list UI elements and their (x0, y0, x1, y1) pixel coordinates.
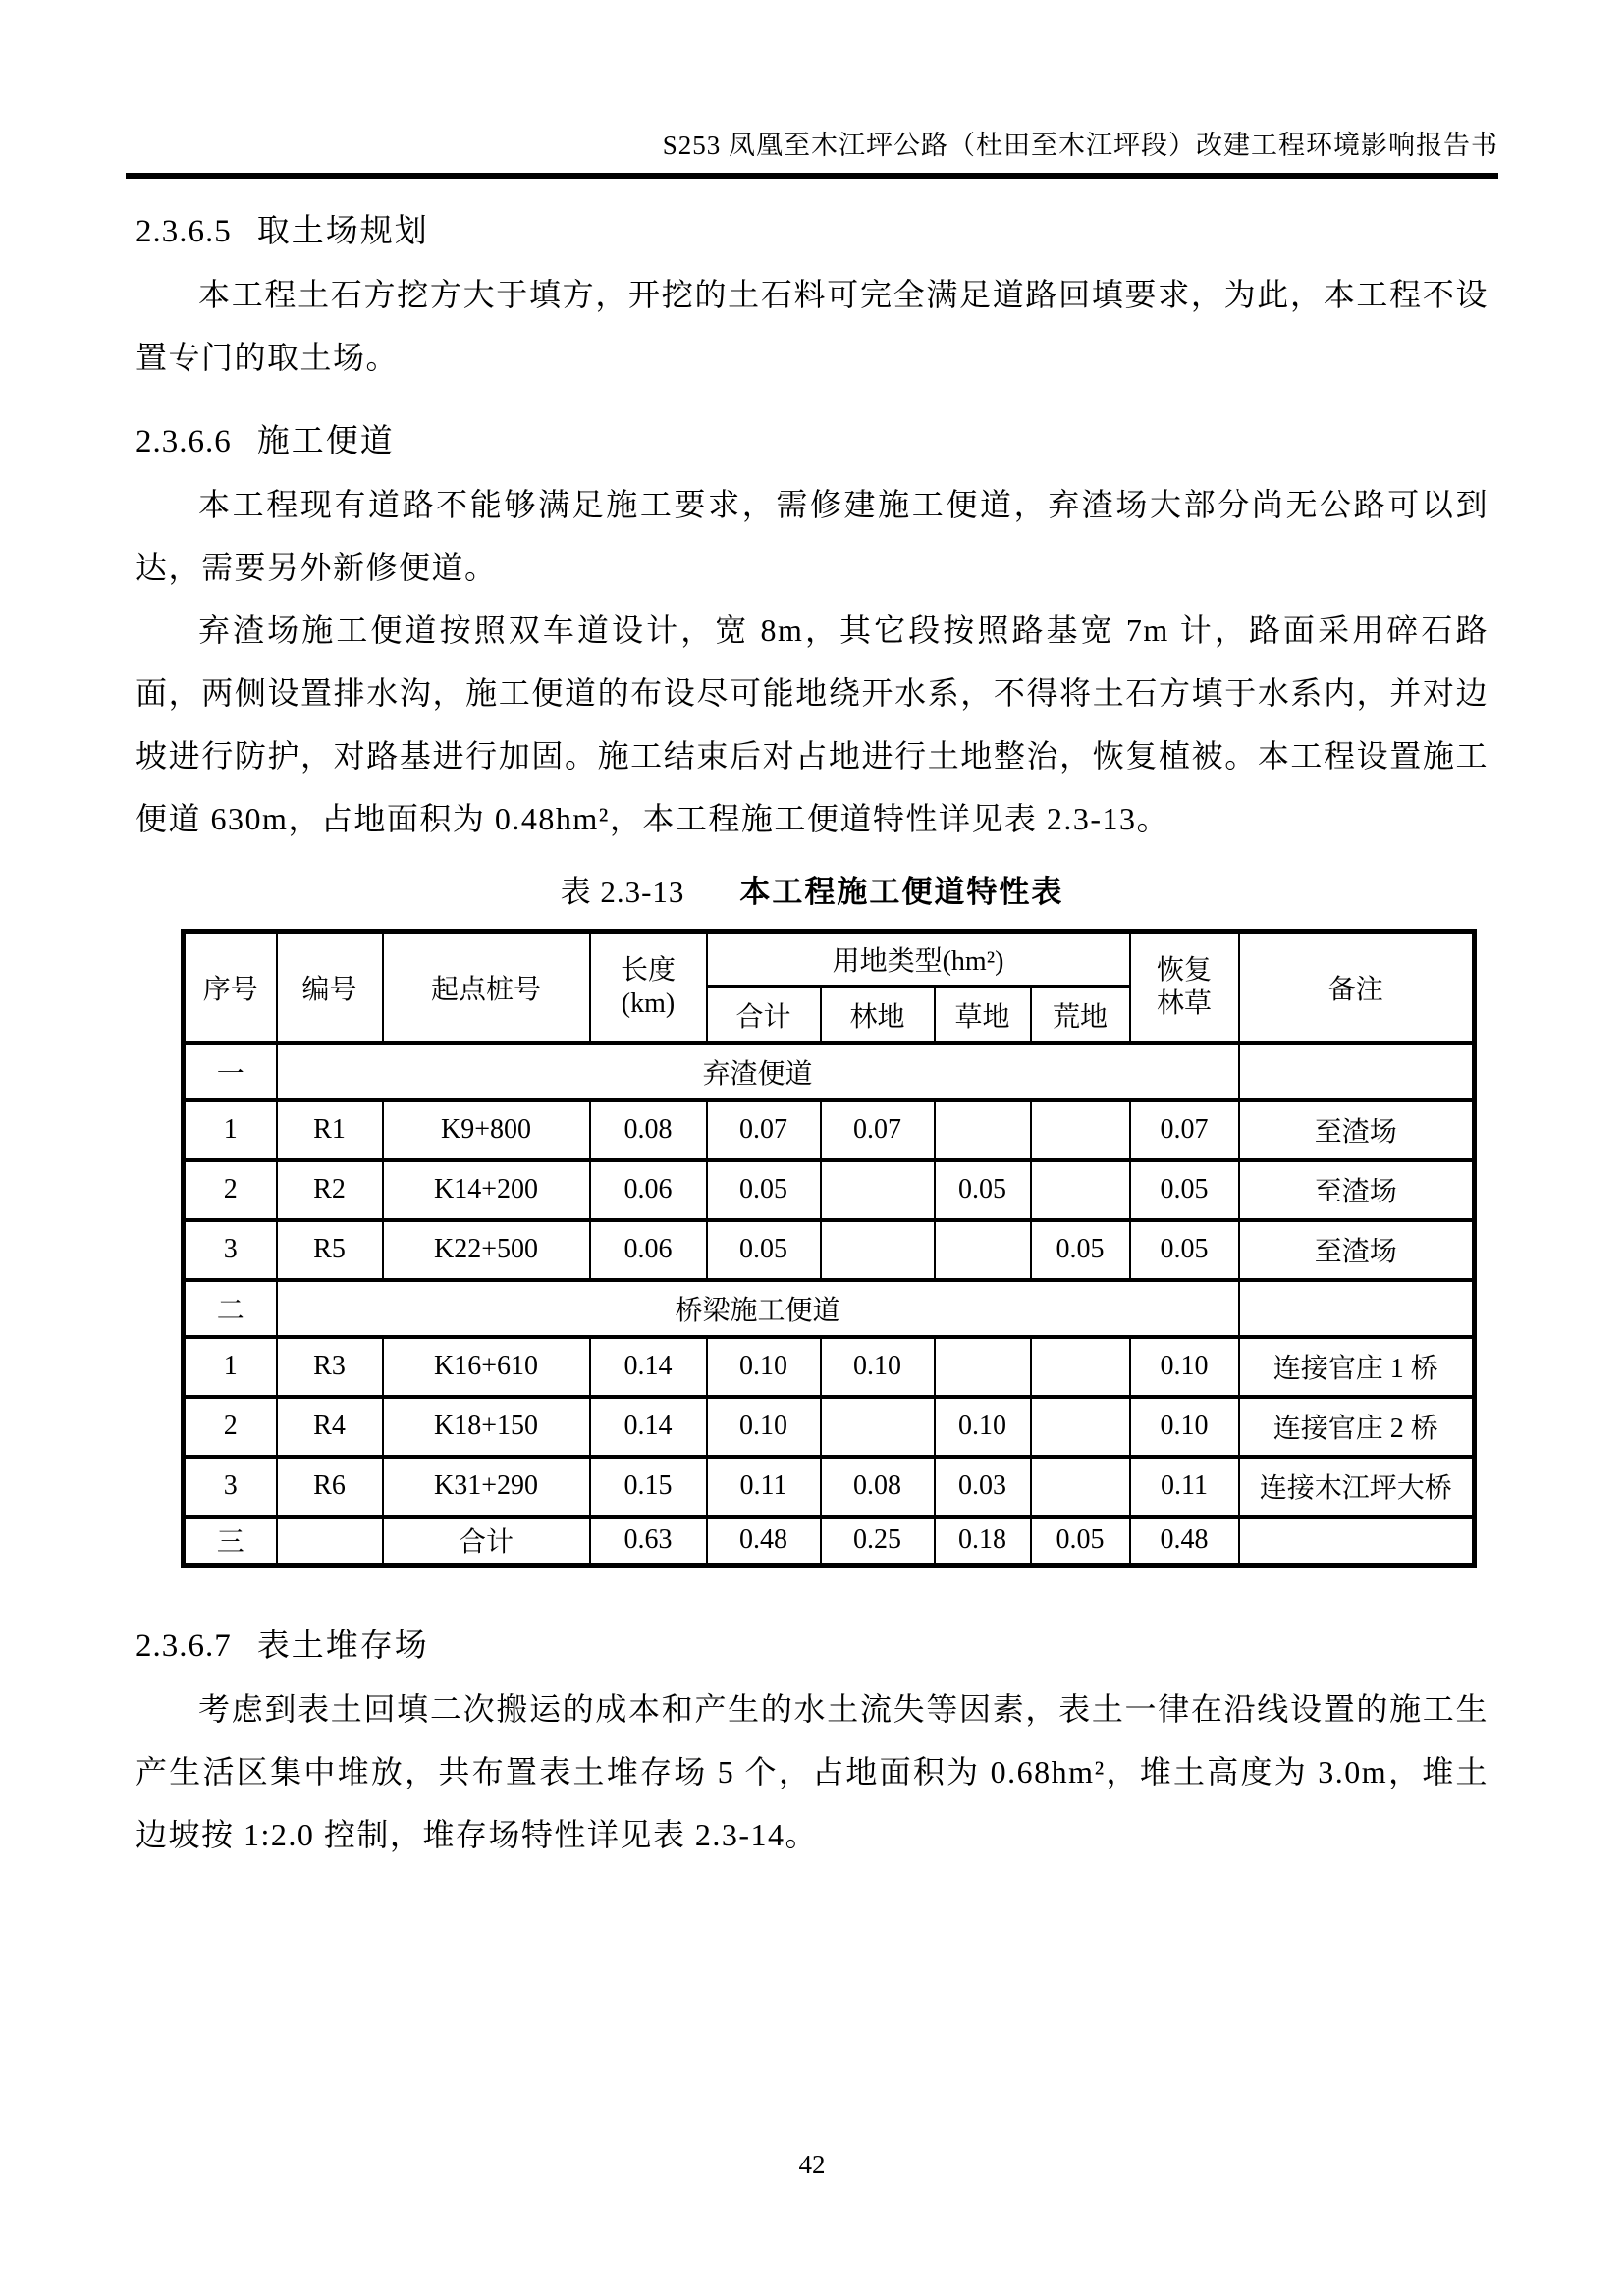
cell-forest (821, 1160, 935, 1220)
col-header-stake: 起点桩号 (383, 932, 590, 1043)
cell-barren (1031, 1100, 1130, 1160)
col-header-land-type-group: 用地类型(hm²) (707, 932, 1130, 987)
cell-forest (821, 1220, 935, 1280)
cell-seq: 三 (184, 1517, 277, 1566)
col-header-subtotal: 合计 (707, 987, 821, 1043)
cell-subtotal: 0.11 (707, 1457, 821, 1517)
cell-stake: K22+500 (383, 1220, 590, 1280)
col-header-forest: 林地 (821, 987, 935, 1043)
header-rule (126, 173, 1498, 179)
cell-restore: 0.10 (1130, 1337, 1239, 1397)
cell-subtotal: 0.07 (707, 1100, 821, 1160)
table-caption-label: 表 2.3-13 (560, 875, 685, 909)
construction-road-spec-table (181, 929, 1477, 1568)
group-title: 弃渣便道 (277, 1043, 1239, 1100)
group-seq: 一 (184, 1043, 277, 1100)
cell-length: 0.14 (590, 1337, 707, 1397)
cell-length: 0.14 (590, 1397, 707, 1457)
cell-seq: 1 (184, 1337, 277, 1397)
section-heading-2-3-6-7 (135, 1615, 1489, 1678)
col-header-restore-line1: 恢复 (1157, 954, 1213, 986)
cell-stake: K31+290 (383, 1457, 590, 1517)
col-header-grass: 草地 (935, 987, 1031, 1043)
cell-code: R5 (277, 1220, 383, 1280)
cell-grass (935, 1220, 1031, 1280)
cell-barren (1031, 1160, 1130, 1220)
cell-stake: K9+800 (383, 1100, 590, 1160)
cell-remark: 至渣场 (1239, 1100, 1475, 1160)
cell-subtotal: 0.05 (707, 1160, 821, 1220)
group-title: 桥梁施工便道 (277, 1280, 1239, 1337)
table-header-row-1 (184, 932, 1475, 987)
cell-remark: 连接木江坪大桥 (1239, 1457, 1475, 1517)
cell-subtotal: 0.10 (707, 1397, 821, 1457)
paragraph: 本工程现有道路不能够满足施工要求，需修建施工便道，弃渣场大部分尚无公路可以到达，需要另外新修便道。 (135, 487, 1489, 585)
cell-forest: 0.08 (821, 1457, 935, 1517)
paragraph: 弃渣场施工便道按照双车道设计，宽 8m，其它段按照路基宽 7m 计，路面采用碎石路面，两侧设置排水沟，施工便道的布设尽可能地绕开水系，不得将土石方填于水系内，并对边坡进行防护，对路基进行加固。施工结束后对占地进行土地整治，恢复植被。本工程设置施工便道 630m，占地面积为 0.48hm²，本工程施工便道特性详见表 2.3-13。 (135, 613, 1489, 836)
cell-length: 0.15 (590, 1457, 707, 1517)
page-content (135, 200, 1489, 1866)
col-header-barren: 荒地 (1031, 987, 1130, 1043)
cell-grass: 0.03 (935, 1457, 1031, 1517)
col-header-length (590, 932, 707, 1043)
cell-barren: 0.05 (1031, 1517, 1130, 1566)
group-seq: 二 (184, 1280, 277, 1337)
cell-subtotal: 0.05 (707, 1220, 821, 1280)
col-header-remark: 备注 (1239, 932, 1475, 1043)
group-row-2 (184, 1280, 1475, 1337)
table-row (184, 1220, 1475, 1280)
cell-length: 0.63 (590, 1517, 707, 1566)
section-title: 取土场规划 (256, 214, 429, 249)
cell-restore: 0.11 (1130, 1457, 1239, 1517)
group-remark (1239, 1043, 1475, 1100)
table-row (184, 1160, 1475, 1220)
section-number: 2.3.6.6 (135, 424, 232, 459)
cell-remark: 至渣场 (1239, 1160, 1475, 1220)
col-header-restore-line2: 林草 (1157, 988, 1213, 1019)
cell-remark (1239, 1517, 1475, 1566)
cell-stake: K16+610 (383, 1337, 590, 1397)
page-header (0, 0, 1624, 179)
table-row (184, 1457, 1475, 1517)
paragraph: 考虑到表土回填二次搬运的成本和产生的水土流失等因素，表土一律在沿线设置的施工生产生活区集中堆放，共布置表土堆存场 5 个，占地面积为 0.68hm²，堆土高度为 3.0m，堆土边坡按 1:2.0 控制，堆存场特性详见表 2.3-14。 (135, 1691, 1489, 1852)
table-row (184, 1397, 1475, 1457)
cell-grass (935, 1337, 1031, 1397)
cell-code: R3 (277, 1337, 383, 1397)
table-caption (135, 870, 1489, 915)
cell-seq: 3 (184, 1457, 277, 1517)
group-row-1 (184, 1043, 1475, 1100)
page-number: 42 (798, 2150, 826, 2179)
cell-barren: 0.05 (1031, 1220, 1130, 1280)
cell-barren (1031, 1337, 1130, 1397)
cell-seq: 2 (184, 1397, 277, 1457)
cell-forest: 0.07 (821, 1100, 935, 1160)
cell-remark: 连接官庄 1 桥 (1239, 1337, 1475, 1397)
cell-code: R2 (277, 1160, 383, 1220)
total-row (184, 1517, 1475, 1566)
section-title: 施工便道 (256, 424, 395, 459)
cell-length: 0.08 (590, 1100, 707, 1160)
section-heading-2-3-6-6 (135, 410, 1489, 473)
section-number: 2.3.6.7 (135, 1629, 232, 1664)
section-title: 表土堆存场 (256, 1629, 429, 1664)
col-header-length-line2: (km) (621, 988, 676, 1019)
cell-barren (1031, 1397, 1130, 1457)
cell-stake: K18+150 (383, 1397, 590, 1457)
running-header-title: S253 凤凰至木江坪公路（杜田至木江坪段）改建工程环境影响报告书 (662, 131, 1498, 160)
col-header-seq: 序号 (184, 932, 277, 1043)
table-row (184, 1337, 1475, 1397)
cell-remark: 至渣场 (1239, 1220, 1475, 1280)
cell-restore: 0.48 (1130, 1517, 1239, 1566)
cell-restore: 0.05 (1130, 1220, 1239, 1280)
cell-remark: 连接官庄 2 桥 (1239, 1397, 1475, 1457)
cell-subtotal: 0.10 (707, 1337, 821, 1397)
cell-forest (821, 1397, 935, 1457)
cell-grass (935, 1100, 1031, 1160)
cell-forest: 0.25 (821, 1517, 935, 1566)
section-heading-2-3-6-5 (135, 200, 1489, 263)
cell-code: R6 (277, 1457, 383, 1517)
cell-seq: 3 (184, 1220, 277, 1280)
cell-subtotal: 0.48 (707, 1517, 821, 1566)
cell-seq: 1 (184, 1100, 277, 1160)
cell-restore: 0.07 (1130, 1100, 1239, 1160)
cell-restore: 0.10 (1130, 1397, 1239, 1457)
group-remark (1239, 1280, 1475, 1337)
cell-seq: 2 (184, 1160, 277, 1220)
cell-grass: 0.10 (935, 1397, 1031, 1457)
cell-code: R4 (277, 1397, 383, 1457)
col-header-length-line1: 长度 (620, 954, 676, 986)
cell-grass: 0.18 (935, 1517, 1031, 1566)
table-caption-title: 本工程施工便道特性表 (739, 875, 1064, 909)
section-number: 2.3.6.5 (135, 214, 232, 249)
col-header-code: 编号 (277, 932, 383, 1043)
table-row (184, 1100, 1475, 1160)
col-header-restore (1130, 932, 1239, 1043)
cell-stake: 合计 (383, 1517, 590, 1566)
cell-grass: 0.05 (935, 1160, 1031, 1220)
cell-restore: 0.05 (1130, 1160, 1239, 1220)
cell-forest: 0.10 (821, 1337, 935, 1397)
cell-code: R1 (277, 1100, 383, 1160)
cell-stake: K14+200 (383, 1160, 590, 1220)
cell-length: 0.06 (590, 1160, 707, 1220)
cell-barren (1031, 1457, 1130, 1517)
paragraph: 本工程土石方挖方大于填方，开挖的土石料可完全满足道路回填要求，为此，本工程不设置专门的取土场。 (135, 277, 1489, 375)
cell-length: 0.06 (590, 1220, 707, 1280)
cell-code (277, 1517, 383, 1566)
